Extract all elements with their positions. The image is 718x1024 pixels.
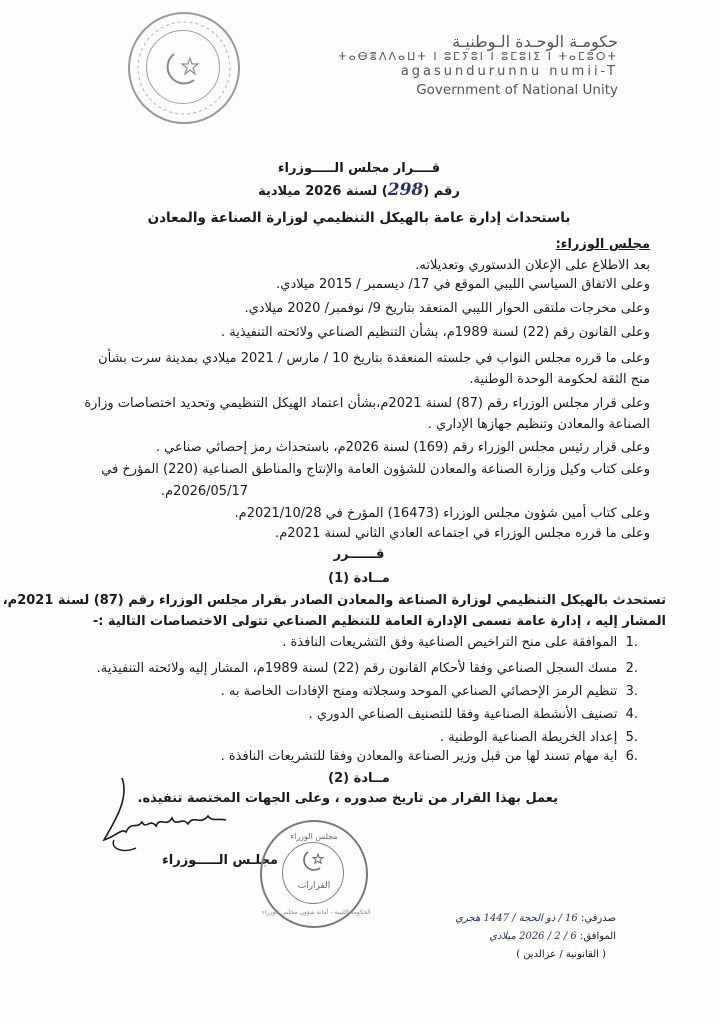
list-item bbox=[309, 706, 638, 723]
list-item-number: .5 bbox=[625, 730, 638, 745]
government-emblem bbox=[128, 12, 240, 124]
preamble-line: وعلى قرار مجلس الوزراء رقم (87) لسنة 2021م،بشأن اعتماد الهيكل التنظيمي وتحديد اختصاصات وزارة bbox=[84, 396, 650, 411]
list-item-text: اية مهام تسند لها من قبل وزير الصناعة والمعادن وفقا للتشريعات النافذة . bbox=[220, 749, 618, 764]
signature-scribble-icon bbox=[92, 770, 242, 860]
crescent-star-icon bbox=[160, 46, 208, 90]
header-arabic-name: حكومـة الوحـدة الـوطنيـة bbox=[452, 32, 618, 51]
decision-number-prefix: رقم ( bbox=[423, 184, 460, 199]
list-item bbox=[97, 660, 638, 677]
header-berber-latin: agasundurunnu numii-T bbox=[400, 64, 618, 79]
list-item bbox=[221, 683, 638, 700]
list-item-text: الموافقة على منح التراخيص الصناعية وفق التشريعات النافذة . bbox=[282, 635, 618, 650]
preamble-line: وعلى الاتفاق السياسي الليبي الموقع في 17/ ديسمبر / 2015 ميلادي. bbox=[276, 277, 650, 292]
issued-label: صدرفي: bbox=[580, 913, 616, 924]
list-item-text: مسك السجل الصناعي وفقا لأحكام القانون رقم (22) لسنة 1989م، المشار إليه ولائحته التنفيذية. bbox=[96, 661, 618, 676]
article-1-text: تستحدث بالهيكل التنظيمي لوزارة الصناعة والمعادن الصادر بقرار مجلس الوزراء رقم (87) لسنة 2021م، bbox=[2, 593, 666, 608]
decision-number: 298 bbox=[387, 180, 424, 200]
decision-subject: باستحداث إدارة عامة بالهيكل التنظيمي لوزارة الصناعة والمعادن bbox=[147, 210, 571, 226]
preamble-line: وعلى مخرجات ملتقى الحوار الليبي المنعقد بتاريخ 9/ نوفمبر/ 2020 ميلادي. bbox=[244, 301, 650, 316]
list-item-number: .6 bbox=[625, 749, 638, 764]
preamble-line: وعلى كتاب أمين شؤون مجلس الوزراء (16473) المؤرخ في 2021/10/28م. bbox=[234, 506, 650, 521]
list-item-number: .1 bbox=[625, 635, 638, 650]
list-item-number: .2 bbox=[625, 661, 638, 676]
decision-number-suffix: ) لسنة 2026 ميلادية bbox=[258, 184, 388, 199]
preamble-line: الصناعة والمعادن وتنظيم جهازها الإداري . bbox=[427, 417, 650, 432]
signature-label: مجلـس الـــــوزراء bbox=[162, 853, 278, 868]
seal-top-text: مجلس الوزراء bbox=[290, 832, 338, 841]
list-item-number: .3 bbox=[625, 684, 638, 699]
list-item-text: إعداد الخريطة الصناعية الوطنية . bbox=[439, 730, 618, 745]
preamble-line: وعلى قرار رئيس مجلس الوزراء رقم (169) لسنة 2026م، باستحداث رمز إحصائي صناعي . bbox=[155, 440, 650, 455]
list-item-number: .4 bbox=[625, 707, 638, 722]
header-english-name: Government of National Unity bbox=[416, 82, 618, 98]
preamble-line: 2026/05/17م. bbox=[160, 484, 248, 499]
header-tifinagh-name: ⵜⴰⴱⴻⴷⴷⴰⵡⵜ ⵏ ⵓⵎⵢⵓⵏ ⵏ ⵓⵎⵓⵏⵉ ⵏ ⵜⴰⵎⵓⵔⵜ bbox=[338, 50, 618, 63]
list-item-text: تنظيم الرمز الإحصائي الصناعي الموحد وسجلاته ومنح الإفادات الخاصة به . bbox=[220, 684, 618, 699]
signature bbox=[92, 770, 242, 860]
article-1-title: مــادة (1) bbox=[328, 571, 390, 586]
preamble-line: وعلى ما قرره مجلس النواب في جلسته المنعقدة بتاريخ 10 / مارس / 2021 ميلادي بمدينة سرت بشأن bbox=[98, 351, 650, 366]
preamble-line: وعلى القانون رقم (22) لسنة 1989م، بشأن التنظيم الصناعي ولائحته التنفيذية . bbox=[220, 325, 650, 340]
list-item bbox=[221, 748, 638, 765]
article-1-text: المشار إليه ، إدارة عامة تسمى الإدارة العامة للتنظيم الصناعي تتولى الاختصاصات التالية :- bbox=[92, 614, 666, 629]
corresponding-label: الموافق: bbox=[579, 931, 616, 942]
footer-issued bbox=[455, 912, 616, 925]
footer-corresponding bbox=[489, 930, 616, 943]
preamble-line: منح الثقة لحكومة الوحدة الوطنية. bbox=[469, 372, 650, 387]
preamble-line: وعلى كتاب وكيل وزارة الصناعة والمعادن للشؤون العامة والإنتاج والمناطق الصناعية (220) المؤرخ في bbox=[101, 462, 650, 477]
list-item bbox=[440, 729, 638, 746]
decision-title: قــــرار مجلس الـــــوزراء bbox=[277, 161, 441, 176]
article-2-title: مــادة (2) bbox=[328, 771, 390, 786]
preamble-line: بعد الاطلاع على الإعلان الدستوري وتعديلاته. bbox=[415, 258, 650, 273]
list-item bbox=[282, 634, 638, 651]
corresponding-date: 6 / 2 / 2026 ميلادي bbox=[489, 931, 577, 942]
article-2-text: يعمل بهذا القرار من تاريخ صدوره ، وعلى الجهات المختصة تنفيذه. bbox=[137, 791, 558, 806]
official-seal bbox=[260, 820, 371, 928]
resolved-heading: قــــــرر bbox=[333, 547, 385, 562]
issued-hijri: 16 / ذو الحجة / 1447 هجري bbox=[455, 913, 578, 924]
decision-number-line bbox=[0, 182, 718, 200]
footer-reference: ( القانونية / عزالدين ) bbox=[516, 949, 606, 960]
seal-bottom-text: القرارات bbox=[297, 881, 331, 891]
seal-crescent-star-icon bbox=[298, 848, 330, 874]
list-item-text: تصنيف الأنشطة الصناعية وفقا للتصنيف الصناعي الدوري . bbox=[308, 707, 618, 722]
council-label: مجلس الوزراء: bbox=[555, 237, 650, 252]
preamble-line: وعلى ما قرره مجلس الوزراء في اجتماعه العادي الثاني لسنة 2021م. bbox=[275, 526, 650, 541]
seal-ring-text: الحكومة الليبية - أمانة شؤون مجلس الوزراء bbox=[262, 909, 371, 916]
